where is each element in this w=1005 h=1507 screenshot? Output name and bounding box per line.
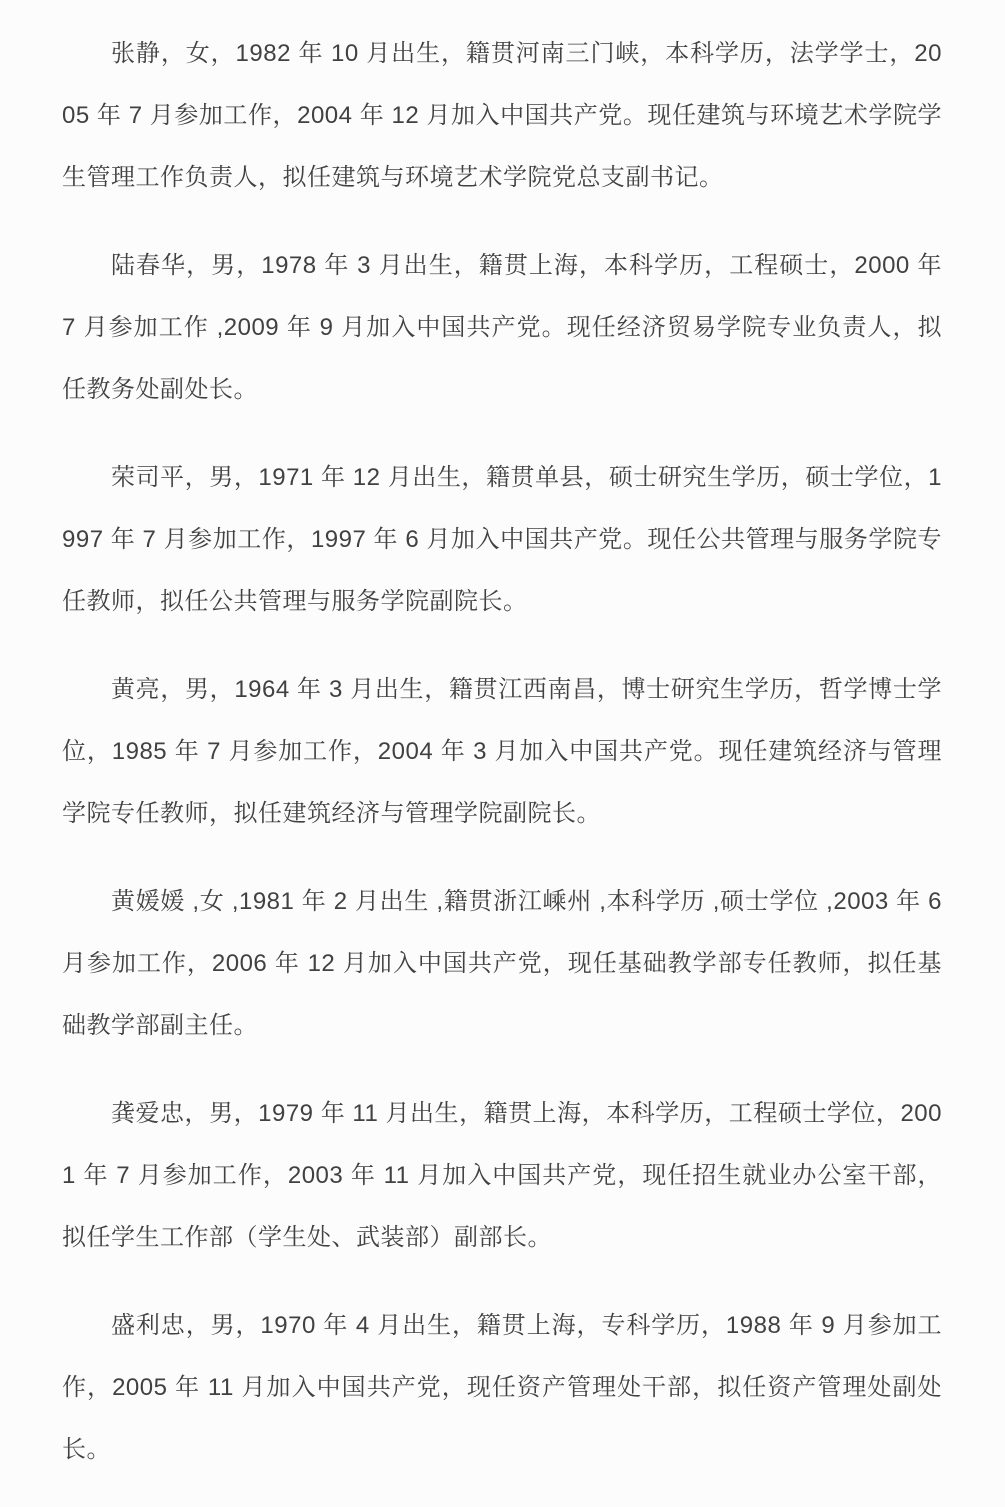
paragraph-7: 盛利忠，男，1970 年 4 月出生，籍贯上海，专科学历，1988 年 9 月参加工作，2005 年 11 月加入中国共产党，现任资产管理处干部，拟任资产管理处副处长。: [62, 1312, 942, 1463]
paragraph-5: 黄媛媛 ,女 ,1981 年 2 月出生 ,籍贯浙江嵊州 ,本科学历 ,硕士学位 ,2003 年 6 月参加工作，2006 年 12 月加入中国共产党，现任基础教学部专任教师，拟任基础教学部副主任。: [62, 888, 942, 1039]
document-body: [62, 23, 942, 1481]
paragraph-2: 陆春华，男，1978 年 3 月出生，籍贯上海，本科学历，工程硕士，2000 年 7 月参加工作 ,2009 年 9 月加入中国共产党。现任经济贸易学院专业负责人，拟任教务处副处长。: [62, 252, 942, 403]
paragraph-3: 荣司平，男，1971 年 12 月出生，籍贯单县，硕士研究生学历，硕士学位，1997 年 7 月参加工作，1997 年 6 月加入中国共产党。现任公共管理与服务学院专任教师，拟任公共管理与服务学院副院长。: [62, 464, 942, 615]
paragraph-4: 黄亮，男，1964 年 3 月出生，籍贯江西南昌，博士研究生学历，哲学博士学位，1985 年 7 月参加工作，2004 年 3 月加入中国共产党。现任建筑经济与管理学院专任教师，拟任建筑经济与管理学院副院长。: [62, 676, 942, 827]
paragraph-6: 龚爱忠，男，1979 年 11 月出生，籍贯上海，本科学历，工程硕士学位，2001 年 7 月参加工作，2003 年 11 月加入中国共产党，现任招生就业办公室干部，拟任学生工作部（学生处、武装部）副部长。: [62, 1100, 942, 1251]
paragraph-1: 张静，女，1982 年 10 月出生，籍贯河南三门峡，本科学历，法学学士，2005 年 7 月参加工作，2004 年 12 月加入中国共产党。现任建筑与环境艺术学院学生管理工作负责人，拟任建筑与环境艺术学院党总支副书记。: [62, 40, 942, 191]
